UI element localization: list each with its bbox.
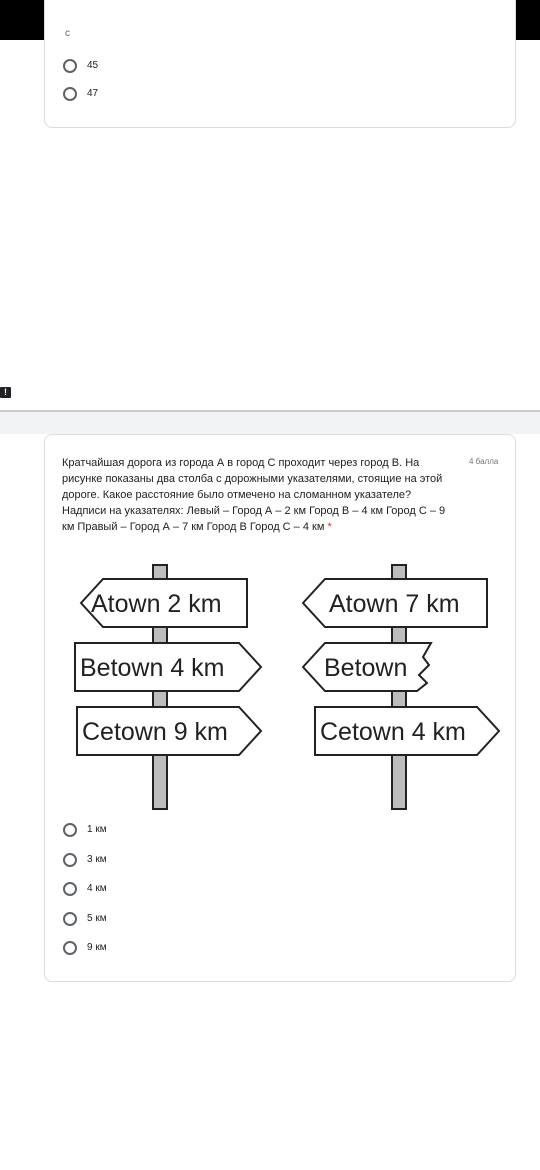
sign-text: Cetown 4 km bbox=[320, 718, 466, 746]
radio-button[interactable] bbox=[63, 853, 77, 867]
option-label: 9 км bbox=[87, 942, 107, 953]
radio-button[interactable] bbox=[63, 912, 77, 926]
previous-question-card bbox=[44, 0, 516, 128]
sign-text: Atown 7 km bbox=[329, 590, 460, 618]
signpost-illustration bbox=[63, 557, 503, 813]
option-label: 47 bbox=[87, 88, 99, 99]
option-label: 4 км bbox=[87, 883, 107, 894]
radio-button[interactable] bbox=[63, 59, 77, 73]
sign-text: Betown 4 km bbox=[80, 654, 225, 682]
option-9km[interactable] bbox=[63, 940, 263, 958]
option-4km[interactable] bbox=[63, 881, 263, 899]
question-card bbox=[44, 434, 516, 982]
radio-button[interactable] bbox=[63, 882, 77, 896]
required-mark: * bbox=[327, 521, 332, 533]
question-text bbox=[62, 455, 452, 535]
radio-button[interactable] bbox=[63, 941, 77, 955]
partial-option-label: с bbox=[65, 28, 70, 39]
signpost-figure bbox=[63, 557, 503, 818]
sign-text: Betown bbox=[324, 654, 408, 682]
option-label: 3 км bbox=[87, 854, 107, 865]
points-label: 4 балла bbox=[469, 457, 499, 466]
radio-button[interactable] bbox=[63, 87, 77, 101]
option-label: 1 км bbox=[87, 824, 107, 835]
radio-button[interactable] bbox=[63, 823, 77, 837]
option-label: 5 км bbox=[87, 913, 107, 924]
option-47[interactable] bbox=[63, 86, 263, 104]
option-45[interactable] bbox=[63, 58, 263, 76]
sign-text: Atown 2 km bbox=[91, 590, 222, 618]
option-3km[interactable] bbox=[63, 852, 263, 870]
option-5km[interactable] bbox=[63, 911, 263, 929]
option-label: 45 bbox=[87, 60, 99, 71]
sign-text: Cetown 9 km bbox=[82, 718, 228, 746]
question-body: Кратчайшая дорога из города А в город С проходит через город В. На рисунке показаны два столба с дорожными указателями, стоящие на этой дороге. Какое расстояние было отмечено на сломанном указателе? Надписи на указателях: Левый – Город А – 2 км Город В – 4 км Город С – 9 км Правый – Город А – 7 км Город В Город С – 4 км bbox=[62, 457, 446, 533]
exclamation-icon: ! bbox=[0, 387, 11, 398]
option-1km[interactable] bbox=[63, 822, 263, 840]
section-divider bbox=[0, 410, 540, 434]
